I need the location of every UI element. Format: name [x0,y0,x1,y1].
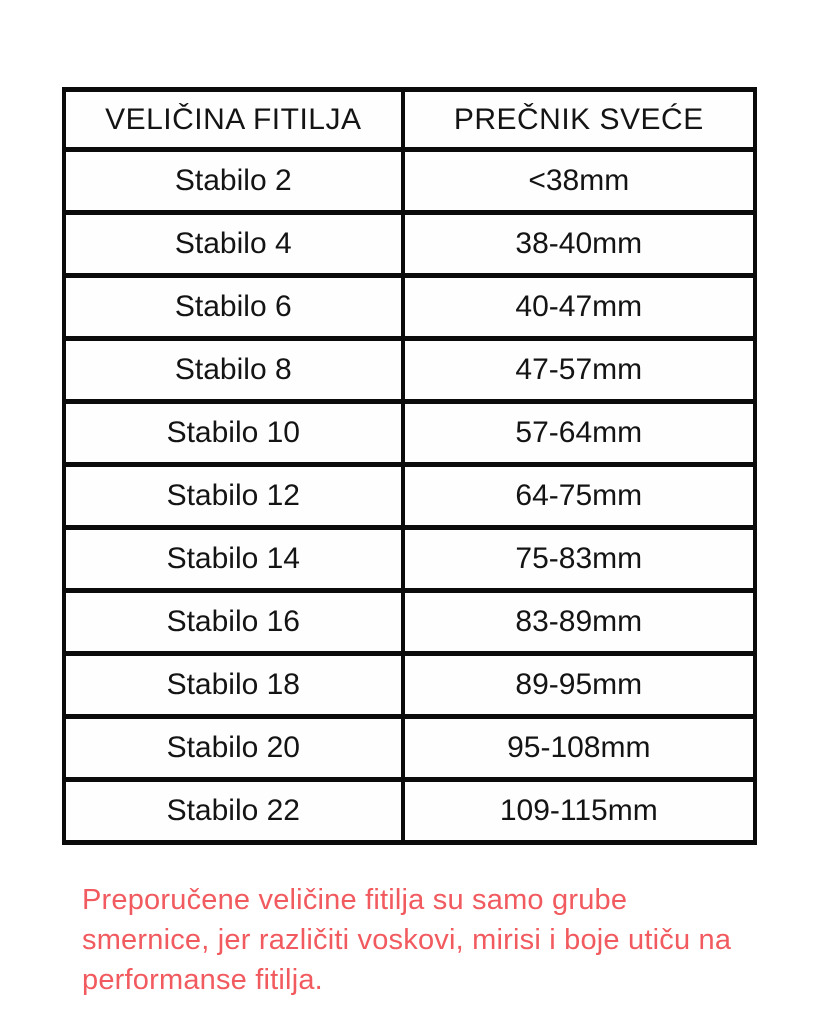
cell-diameter: 109-115mm [403,780,755,843]
cell-wick-size: Stabilo 18 [64,654,403,717]
table-header-row [64,90,755,150]
cell-diameter: 83-89mm [403,591,755,654]
cell-diameter: <38mm [403,150,755,213]
table-row [64,591,755,654]
wick-size-table [62,87,757,845]
cell-diameter: 64-75mm [403,465,755,528]
cell-wick-size: Stabilo 22 [64,780,403,843]
table-row [64,402,755,465]
cell-wick-size: Stabilo 12 [64,465,403,528]
table-row [64,339,755,402]
header-wick-size: VELIČINA FITILJA [64,90,403,150]
cell-wick-size: Stabilo 14 [64,528,403,591]
cell-wick-size: Stabilo 6 [64,276,403,339]
table-row [64,780,755,843]
header-candle-diameter: PREČNIK SVEĆE [403,90,755,150]
wick-size-table-container [62,87,757,845]
cell-diameter: 47-57mm [403,339,755,402]
cell-wick-size: Stabilo 20 [64,717,403,780]
table-row [64,654,755,717]
cell-diameter: 89-95mm [403,654,755,717]
wick-guideline-note: Preporučene veličine fitilja su samo grube smernice, jer različiti voskovi, mirisi i boje utiču na performanse fitilja. [82,884,732,996]
cell-diameter: 40-47mm [403,276,755,339]
cell-wick-size: Stabilo 4 [64,213,403,276]
cell-wick-size: Stabilo 8 [64,339,403,402]
cell-wick-size: Stabilo 16 [64,591,403,654]
table-row [64,465,755,528]
table-row [64,717,755,780]
table-row [64,528,755,591]
cell-diameter: 75-83mm [403,528,755,591]
cell-wick-size: Stabilo 2 [64,150,403,213]
cell-wick-size: Stabilo 10 [64,402,403,465]
cell-diameter: 38-40mm [403,213,755,276]
table-row [64,213,755,276]
table-row [64,150,755,213]
table-row [64,276,755,339]
cell-diameter: 57-64mm [403,402,755,465]
cell-diameter: 95-108mm [403,717,755,780]
